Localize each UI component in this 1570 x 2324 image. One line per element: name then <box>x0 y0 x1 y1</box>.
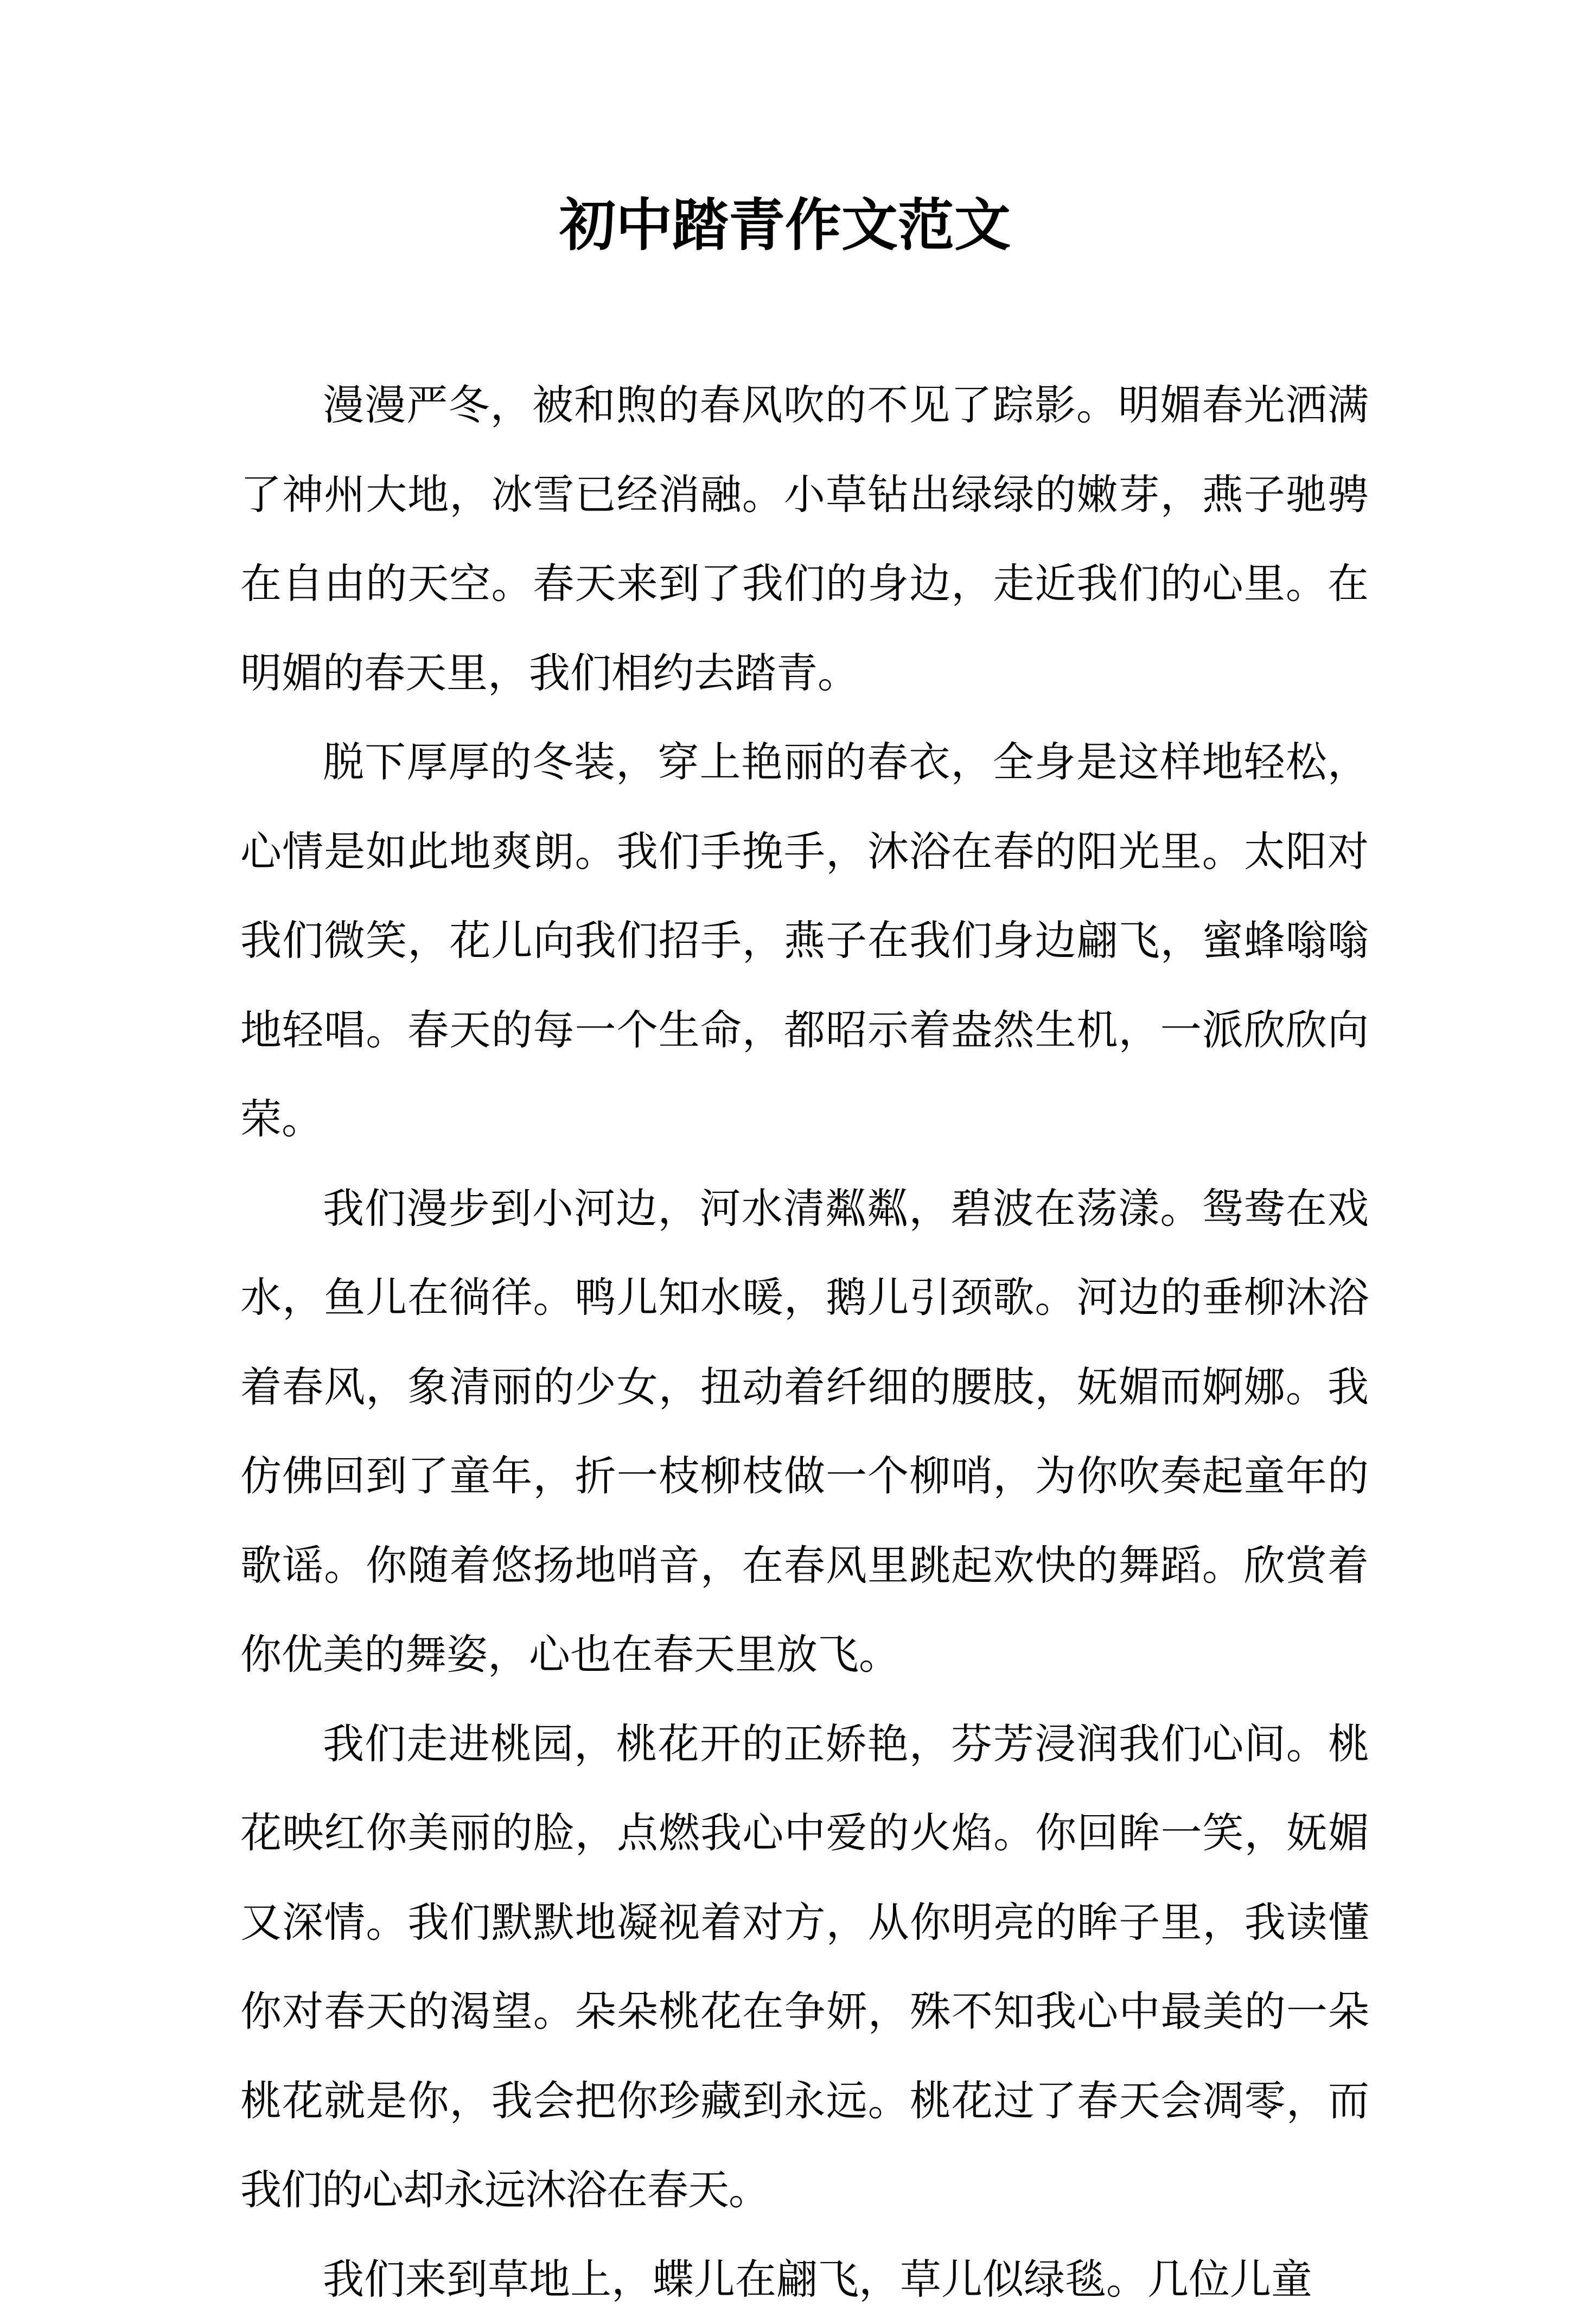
document-body <box>240 361 1369 2324</box>
paragraph: 我们来到草地上，蝶儿在翩飞，草儿似绿毯。几位儿童 <box>240 2235 1369 2324</box>
paragraph: 我们漫步到小河边，河水清粼粼，碧波在荡漾。鸳鸯在戏水，鱼儿在徜徉。鸭儿知水暖，鹅儿引颈歌。河边的垂柳沐浴着春风，象清丽的少女，扭动着纤细的腰肢，妩媚而婀娜。我仿佛回到了童年，折一枝柳枝做一个柳哨，为你吹奏起童年的歌谣。你随着悠扬地哨音，在春风里跳起欢快的舞蹈。欣赏着你优美的舞姿，心也在春天里放飞。 <box>240 1164 1369 1700</box>
paragraph: 我们走进桃园，桃花开的正娇艳，芬芳浸润我们心间。桃花映红你美丽的脸，点燃我心中爱的火焰。你回眸一笑，妩媚又深情。我们默默地凝视着对方，从你明亮的眸子里，我读懂你对春天的渴望。朵朵桃花在争妍，殊不知我心中最美的一朵桃花就是你，我会把你珍藏到永远。桃花过了春天会凋零，而我们的心却永远沐浴在春天。 <box>240 1700 1369 2235</box>
document-title: 初中踏青作文范文 <box>0 187 1570 263</box>
paragraph: 脱下厚厚的冬装，穿上艳丽的春衣，全身是这样地轻松，心情是如此地爽朗。我们手挽手，沐浴在春的阳光里。太阳对我们微笑，花儿向我们招手，燕子在我们身边翩飞，蜜蜂嗡嗡地轻唱。春天的每一个生命，都昭示着盎然生机，一派欣欣向荣。 <box>240 718 1369 1164</box>
paragraph: 漫漫严冬，被和煦的春风吹的不见了踪影。明媚春光洒满了神州大地，冰雪已经消融。小草钻出绿绿的嫩芽，燕子驰骋在自由的天空。春天来到了我们的身边，走近我们的心里。在明媚的春天里，我们相约去踏青。 <box>240 361 1369 718</box>
